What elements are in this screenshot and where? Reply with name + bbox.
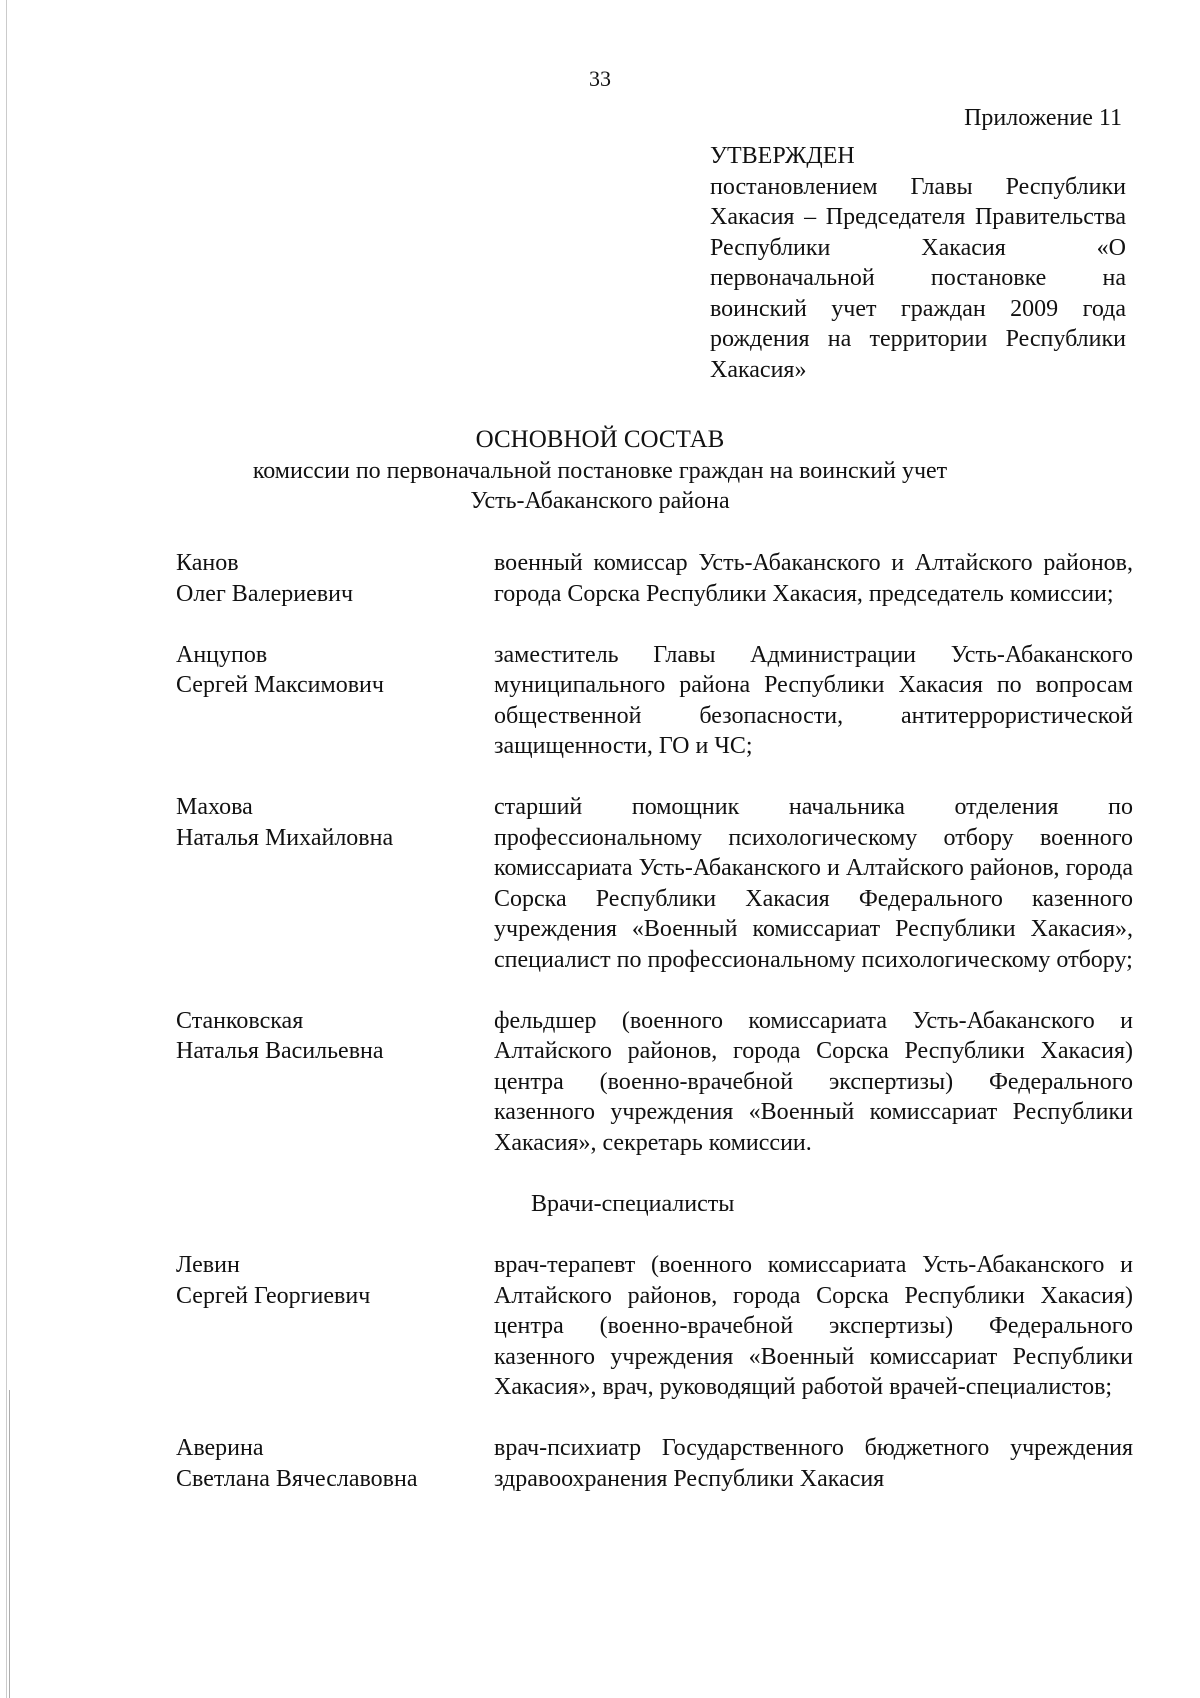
member-role: фельдшер (военного комиссариата Усть-Абаканского и Алтайского районов, города Сорска Республики Хакасия) центра (военно-врачебной экспертизы) Федерального казенного учреждения «Военный комиссариат Республики Хакасия», секретарь комиссии. [494, 1007, 1133, 1156]
member-name [176, 640, 494, 762]
doctor-name [176, 1433, 494, 1494]
member-given-name: Наталья Михайловна [176, 824, 394, 851]
page-number: 33 [589, 66, 611, 91]
member-role: заместитель Главы Администрации Усть-Абаканского муниципального района Республики Хакасия по вопросам общественной безопасности, антитеррористической защищенности, ГО и ЧС; [494, 641, 1133, 759]
member-entry [176, 640, 1133, 762]
heading-district: Усть-Абаканского района [470, 488, 730, 514]
heading-subtitle: комиссии по первоначальной постановке граждан на воинский учет [252, 457, 948, 484]
heading-title: ОСНОВНОЙ СОСТАВ [475, 426, 725, 453]
scan-edge-mark [6, 0, 7, 1698]
member-given-name: Сергей Максимович [176, 672, 384, 698]
member-given-name: Олег Валериевич [176, 580, 354, 607]
doctor-entry [176, 1250, 1133, 1403]
doctors-section-title: Врачи-специалисты [531, 1190, 735, 1217]
appendix-label: Приложение 11 [964, 105, 1122, 131]
doctor-given-name: Светлана Вячеславовна [176, 1465, 418, 1492]
approval-title: УТВЕРЖДЕН [710, 143, 855, 169]
member-entry [176, 548, 1133, 609]
member-entry [176, 792, 1133, 975]
member-role: старший помощник начальника отделения по профессиональному психологическому отбору военного комиссариата Усть-Абаканского и Алтайского районов, города Сорска Республики Хакасия Федерального казенного учреждения «Военный комиссариат Республики Хакасия», специалист по профессиональному психологическому отбору; [494, 794, 1133, 973]
doctor-role: врач-психиатр Государственного бюджетного учреждения здравоохранения Республики Хакасия [494, 1435, 1133, 1492]
member-surname: Станковская [176, 1007, 304, 1034]
member-given-name: Наталья Васильевна [176, 1038, 384, 1064]
member-entry [176, 1006, 1133, 1159]
member-name [176, 1006, 494, 1159]
doctor-surname: Аверина [176, 1435, 264, 1461]
approval-block [710, 141, 1126, 385]
member-name [176, 548, 494, 609]
scan-edge-mark [9, 1390, 10, 1698]
doctor-entry [176, 1433, 1133, 1494]
member-role: военный комиссар Усть-Абаканского и Алтайского районов, города Сорска Республики Хакасия, председатель комиссии; [494, 550, 1133, 607]
approval-decree: постановлением Главы Республики Хакасия – Председателя Правительства Республики Хакасия «О первоначальной постановке на воинский учет граждан 2009 года рождения на территории Республики Хакасия» [710, 173, 1126, 383]
doctor-role: врач-терапевт (военного комиссариата Усть-Абаканского и Алтайского районов, города Сорска Республики Хакасия) центра (военно-врачебной экспертизы) Федерального казенного учреждения «Военный комиссариат Республики Хакасия», врач, руководящий работой врачей-специалистов; [494, 1252, 1133, 1400]
member-name [176, 792, 494, 975]
doctor-name [176, 1250, 494, 1403]
doctor-given-name: Сергей Георгиевич [176, 1282, 371, 1309]
doctor-surname: Левин [176, 1252, 240, 1278]
member-surname: Канов [176, 550, 239, 576]
member-surname: Махова [176, 794, 253, 820]
document-heading [0, 425, 1200, 517]
members-list [176, 548, 1133, 1525]
member-surname: Анцупов [176, 641, 268, 668]
